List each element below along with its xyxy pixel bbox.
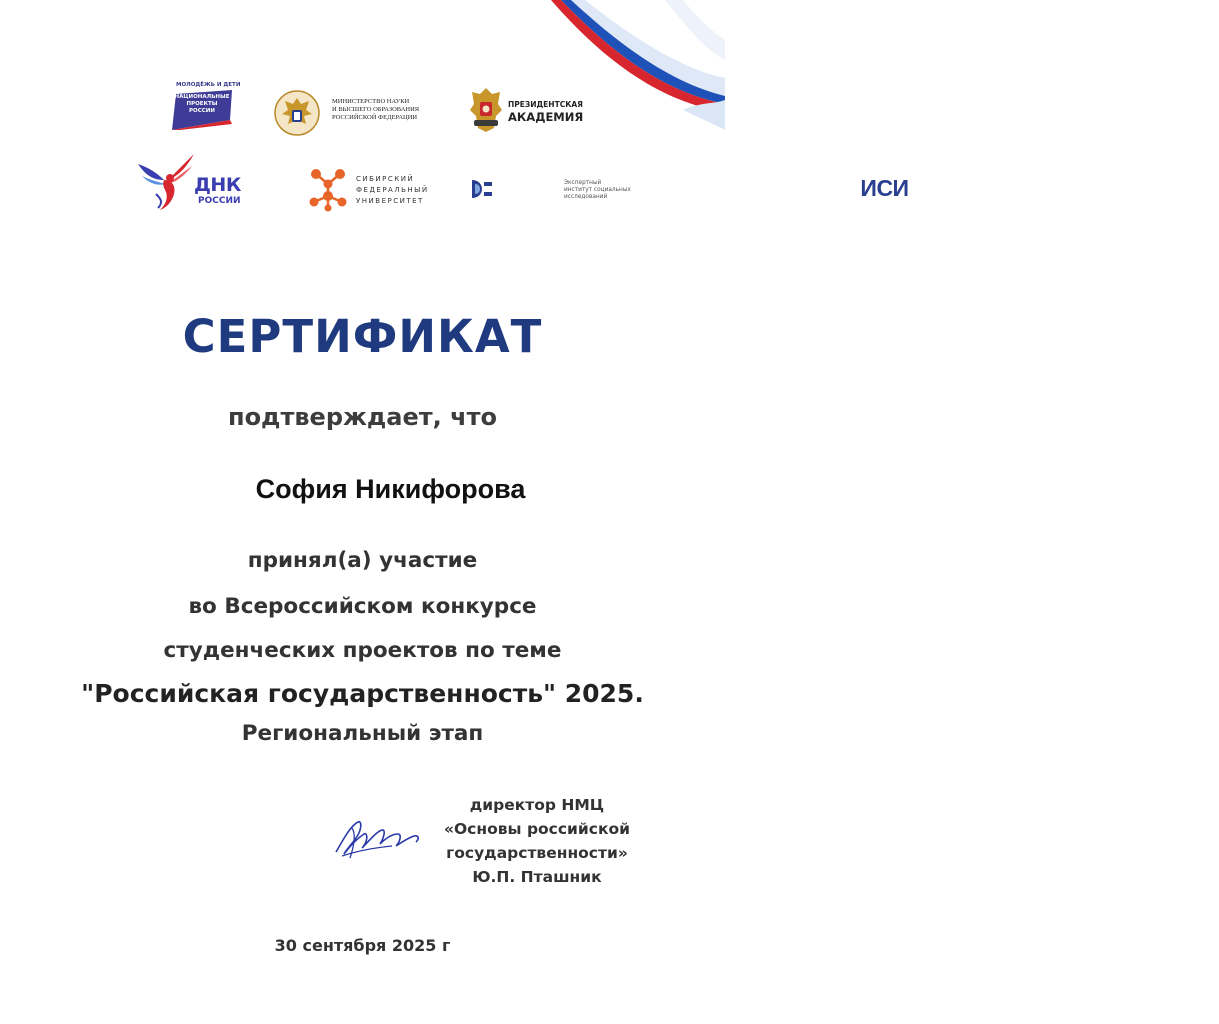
ministry-line-3: РОССИЙСКОЙ ФЕДЕРАЦИИ xyxy=(332,114,418,121)
sfu-logo xyxy=(306,166,436,212)
double-headed-eagle-emblem-icon xyxy=(272,88,322,138)
academy-line-1: ПРЕЗИДЕНТСКАЯ xyxy=(508,100,583,109)
national-projects-line-1: НАЦИОНАЛЬНЫЕ xyxy=(174,94,230,100)
sfu-molecule-icon xyxy=(306,166,350,212)
projects-topic-line: студенческих проектов по теме xyxy=(163,638,562,663)
isi-mark-icon xyxy=(470,178,494,200)
isi-name: ИСИ xyxy=(860,175,909,201)
sfu-line-1: СИБИРСКИЙ xyxy=(356,175,415,183)
participation-line: принял(а) участие xyxy=(247,548,478,573)
ministry-text xyxy=(332,98,419,122)
certificate-title: СЕРТИФИКАТ xyxy=(182,310,543,363)
dnk-russia-logo xyxy=(136,154,254,212)
national-projects-line-3: РОССИИ xyxy=(189,108,215,114)
national-projects-logo xyxy=(168,82,240,132)
signatory-center-name-1: «Основы российской xyxy=(443,820,630,838)
dnk-title: ДНК xyxy=(194,174,241,196)
dnk-bird-icon xyxy=(136,154,196,212)
tricolor-ribbon-decoration xyxy=(565,0,725,130)
sfu-text xyxy=(356,174,429,207)
signatory-block xyxy=(432,793,642,889)
ministry-logo xyxy=(272,88,442,138)
ministry-line-2: И ВЫСШЕГО ОБРАЗОВАНИЯ xyxy=(332,106,420,113)
national-projects-line-2: ПРОЕКТЫ xyxy=(186,101,218,107)
ministry-line-1: МИНИСТЕРСТВО НАУКИ xyxy=(332,98,410,105)
contest-line: во Всероссийском конкурсе xyxy=(188,594,537,619)
isi-desc-line-3: исследований xyxy=(564,194,608,200)
sfu-line-3: УНИВЕРСИТЕТ xyxy=(356,197,424,205)
isi-logo xyxy=(470,175,909,206)
national-projects-subtitle: МОЛОДЁЖЬ И ДЕТИ xyxy=(176,82,241,88)
recipient-name: София Никифорова xyxy=(255,474,526,504)
isi-desc-line-2: институт социальных xyxy=(564,187,631,193)
dnk-subtitle: РОССИИ xyxy=(198,196,241,206)
topic-title: "Российская государственность" 2025. xyxy=(81,679,644,708)
certificate-date: 30 сентября 2025 г xyxy=(274,936,451,955)
sfu-line-2: ФЕДЕРАЛЬНЫЙ xyxy=(356,186,429,194)
national-projects-text xyxy=(174,94,230,115)
signatory-position: директор НМЦ xyxy=(469,796,605,814)
signatory-center-name-2: государственности» xyxy=(446,844,628,862)
academy-eagle-emblem-icon xyxy=(468,86,504,134)
isi-description xyxy=(564,180,631,201)
academy-line-2: АКАДЕМИЯ xyxy=(508,110,584,124)
signatory-name: Ю.П. Пташник xyxy=(472,868,602,886)
handwritten-signature xyxy=(332,812,424,864)
confirms-text: подтверждает, что xyxy=(227,403,497,431)
presidential-academy-logo xyxy=(468,86,588,136)
isi-desc-line-1: Экспертный xyxy=(564,180,602,186)
stage-line: Региональный этап xyxy=(241,721,484,746)
